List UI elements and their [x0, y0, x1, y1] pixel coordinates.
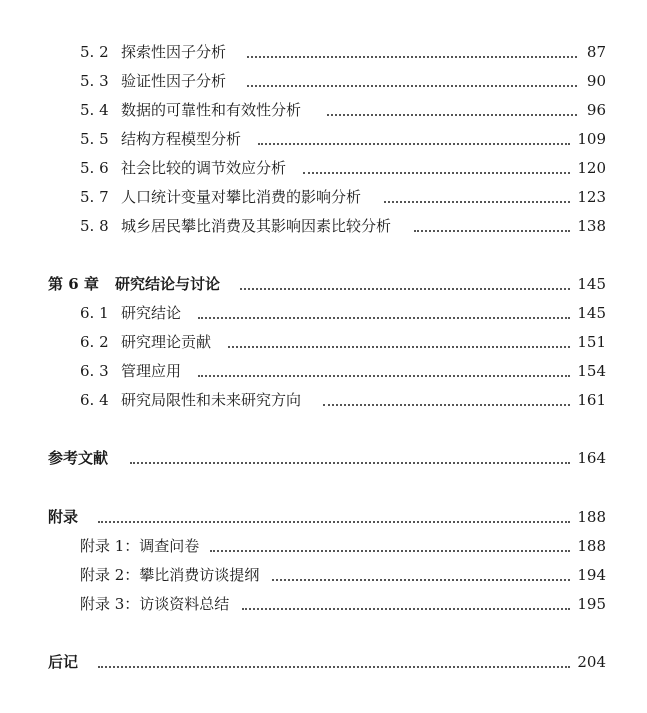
dot-leader	[272, 579, 570, 581]
section-number: 6. 3	[80, 362, 109, 380]
appendix-item-title: 附录 1：调查问卷	[80, 537, 200, 555]
toc-entry-6-2[interactable]	[0, 330, 647, 354]
page-number: 109	[577, 130, 606, 148]
references-title: 参考文献	[48, 449, 109, 467]
toc-entry-appendix[interactable]	[0, 505, 647, 529]
toc-entry-appendix-1[interactable]	[0, 534, 647, 558]
toc-entry-5-5[interactable]	[0, 127, 647, 151]
section-title: 结构方程模型分析	[121, 130, 242, 148]
dot-leader	[414, 230, 570, 232]
section-title: 社会比较的调节效应分析	[121, 159, 287, 177]
section-number: 5. 5	[80, 130, 109, 148]
toc-entry-references[interactable]	[0, 446, 647, 470]
toc-entry-appendix-3[interactable]	[0, 592, 647, 616]
toc-entry-5-4[interactable]	[0, 98, 647, 122]
dot-leader	[242, 608, 570, 610]
appendix-item-title: 附录 2：攀比消费访谈提纲	[80, 566, 260, 584]
dot-leader	[228, 346, 570, 348]
dot-leader	[98, 521, 570, 523]
toc-entry-postscript[interactable]	[0, 650, 647, 674]
section-number: 5. 7	[80, 188, 109, 206]
page-number: 138	[577, 217, 606, 235]
page-number: 154	[577, 362, 606, 380]
page-number: 123	[577, 188, 606, 206]
appendix-title: 附录	[48, 508, 79, 526]
dot-leader	[327, 114, 577, 116]
page-number: 188	[577, 537, 606, 555]
section-title: 研究局限性和未来研究方向	[121, 391, 302, 409]
section-number: 5. 2	[80, 43, 109, 61]
section-title: 城乡居民攀比消费及其影响因素比较分析	[121, 217, 392, 235]
toc-entry-5-2[interactable]	[0, 40, 647, 64]
section-number: 5. 4	[80, 101, 109, 119]
toc-entry-6-3[interactable]	[0, 359, 647, 383]
dot-leader	[323, 404, 570, 406]
section-title: 管理应用	[121, 362, 182, 380]
dot-leader	[384, 201, 570, 203]
section-number: 5. 6	[80, 159, 109, 177]
toc-entry-5-8[interactable]	[0, 214, 647, 238]
toc-entry-6-1[interactable]	[0, 301, 647, 325]
page-number: 96	[586, 101, 606, 119]
toc-entry-appendix-2[interactable]	[0, 563, 647, 587]
toc-entry-5-7[interactable]	[0, 185, 647, 209]
toc-entry-chapter-6[interactable]	[0, 272, 647, 296]
dot-leader	[247, 56, 577, 58]
section-title: 探索性因子分析	[121, 43, 227, 61]
toc-entry-5-6[interactable]	[0, 156, 647, 180]
section-title: 人口统计变量对攀比消费的影响分析	[121, 188, 362, 206]
section-number: 6. 1	[80, 304, 109, 322]
page-number: 120	[577, 159, 606, 177]
chapter-number: 第 6 章	[48, 275, 99, 293]
page-number: 87	[586, 43, 606, 61]
toc-entry-5-3[interactable]	[0, 69, 647, 93]
section-title: 研究理论贡献	[121, 333, 212, 351]
postscript-title: 后记	[48, 653, 79, 671]
page-number: 188	[577, 508, 606, 526]
page-number: 145	[577, 275, 606, 293]
dot-leader	[258, 143, 570, 145]
page-number: 145	[577, 304, 606, 322]
dot-leader	[198, 317, 570, 319]
section-title: 数据的可靠性和有效性分析	[121, 101, 302, 119]
dot-leader	[130, 462, 570, 464]
page-number: 90	[586, 72, 606, 90]
page-number: 151	[577, 333, 606, 351]
page-number: 194	[577, 566, 606, 584]
page-number: 204	[577, 653, 606, 671]
section-title: 验证性因子分析	[121, 72, 227, 90]
page-number: 161	[577, 391, 606, 409]
dot-leader	[240, 288, 570, 290]
section-number: 6. 4	[80, 391, 109, 409]
toc-entry-6-4[interactable]	[0, 388, 647, 412]
section-title: 研究结论	[121, 304, 182, 322]
dot-leader	[210, 550, 570, 552]
dot-leader	[98, 666, 570, 668]
section-number: 6. 2	[80, 333, 109, 351]
dot-leader	[198, 375, 570, 377]
page-number: 164	[577, 449, 606, 467]
dot-leader	[303, 172, 570, 174]
page-number: 195	[577, 595, 606, 613]
appendix-item-title: 附录 3：访谈资料总结	[80, 595, 230, 613]
chapter-title: 研究结论与讨论	[115, 275, 221, 293]
section-number: 5. 8	[80, 217, 109, 235]
section-number: 5. 3	[80, 72, 109, 90]
dot-leader	[247, 85, 577, 87]
